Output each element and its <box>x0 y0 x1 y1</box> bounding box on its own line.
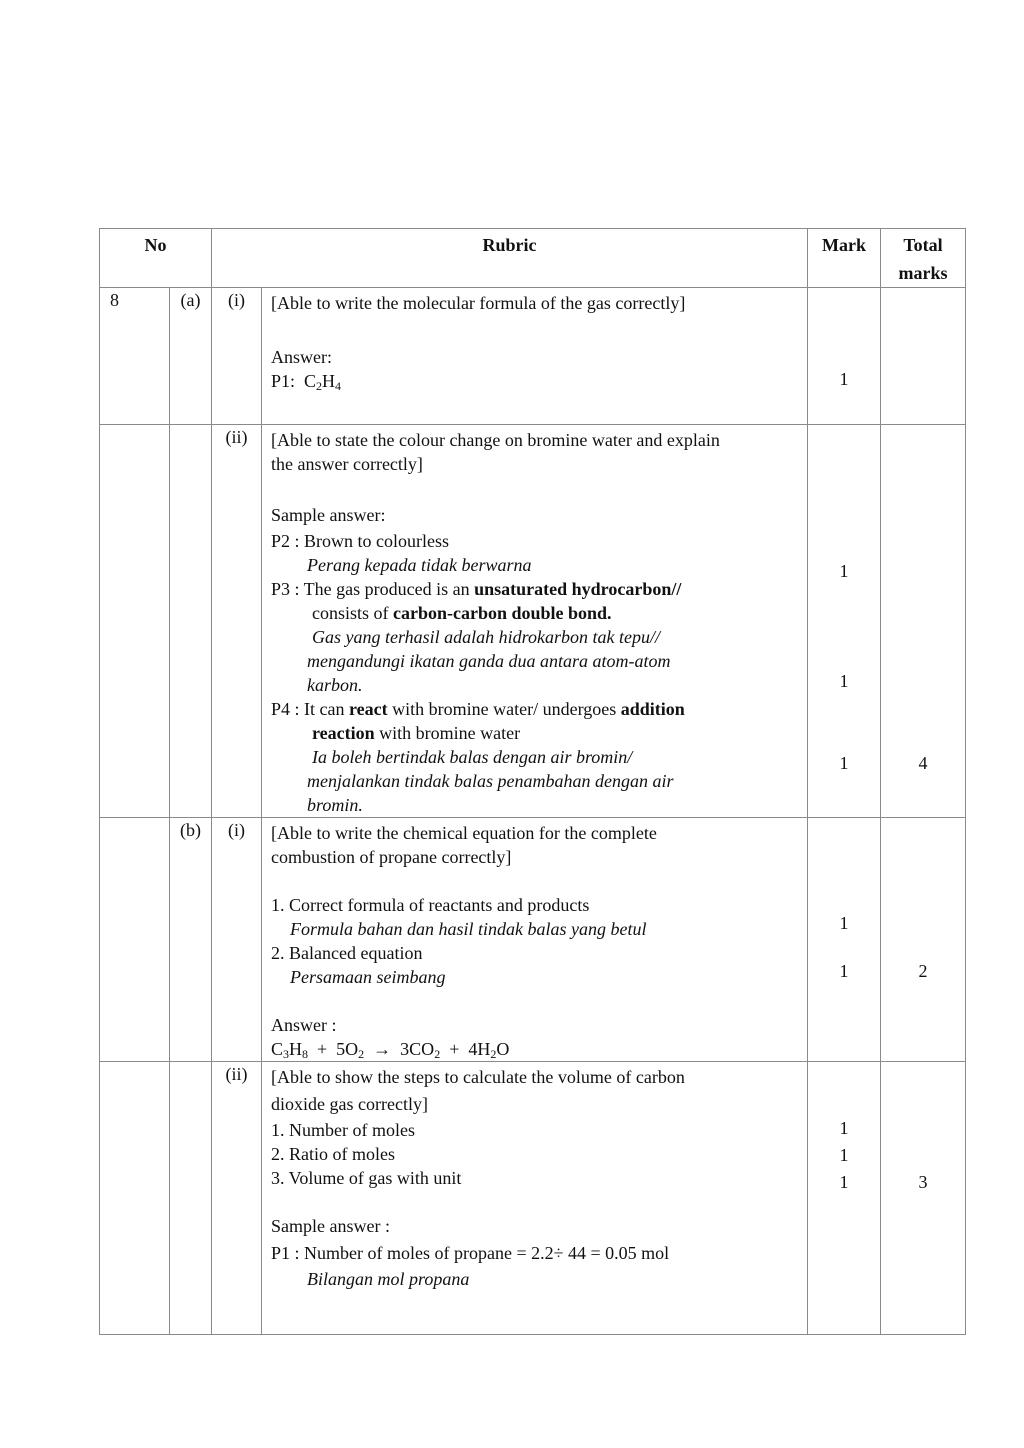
header-mark: Mark <box>808 229 881 288</box>
total-value: 2 <box>918 961 928 981</box>
calculation-p1-malay: Bilangan mol propana <box>307 1269 470 1289</box>
empty-cell <box>100 425 170 818</box>
mark-cell <box>808 288 881 425</box>
mark-cell <box>808 1062 881 1335</box>
subpart-label: (ii) <box>212 425 262 818</box>
table-row <box>100 425 966 818</box>
mark-value: 1 <box>839 1118 849 1138</box>
mark-value: 1 <box>839 753 849 773</box>
part-label: (a) <box>170 288 212 425</box>
mark-cell <box>808 818 881 1062</box>
mark-value: 1 <box>839 1172 849 1192</box>
criteria-text: [Able to write the molecular formula of the gas correctly] <box>271 293 686 313</box>
point-p4-cont: reaction with bromine water <box>312 723 521 743</box>
total-cell <box>881 1062 966 1335</box>
header-no: No <box>100 229 212 288</box>
rubric-cell <box>262 425 808 818</box>
table-row <box>100 288 966 425</box>
total-cell <box>881 288 966 425</box>
mark-value: 1 <box>839 913 849 933</box>
header-total: Total marks <box>881 229 966 288</box>
criterion-item: 2. Balanced equation <box>271 943 423 963</box>
rubric-table <box>99 228 966 1335</box>
criteria-text: [Able to state the colour change on bromine water and explain <box>271 430 720 450</box>
step-item: 1. Number of moles <box>271 1120 415 1140</box>
point-p4-malay: bromin. <box>307 795 363 815</box>
answer-label: Sample answer : <box>271 1216 390 1236</box>
empty-cell <box>170 1062 212 1335</box>
calculation-p1: P1 : Number of moles of propane = 2.2÷ 44 = 0.05 mol <box>271 1243 670 1263</box>
criterion-item-malay: Persamaan seimbang <box>290 967 446 987</box>
mark-cell <box>808 425 881 818</box>
point-p2-malay: Perang kepada tidak berwarna <box>307 555 532 575</box>
point-p4-malay: Ia boleh bertindak balas dengan air bromin/ <box>312 747 633 767</box>
mark-value: 1 <box>839 1145 849 1165</box>
criteria-text: combustion of propane correctly] <box>271 847 512 867</box>
subpart-label: (i) <box>212 818 262 1062</box>
table-row <box>100 818 966 1062</box>
question-number: 8 <box>100 288 170 425</box>
criteria-text: dioxide gas correctly] <box>271 1094 428 1114</box>
mark-value: 1 <box>839 671 849 691</box>
point-p4-malay: menjalankan tindak balas penambahan dengan air <box>307 771 674 791</box>
answer-label: Answer: <box>271 347 332 367</box>
total-value: 3 <box>918 1172 928 1192</box>
point-p3-malay: karbon. <box>307 675 363 695</box>
rubric-cell <box>262 288 808 425</box>
header-rubric: Rubric <box>212 229 808 288</box>
criterion-item-malay: Formula bahan dan hasil tindak balas yang betul <box>290 919 647 939</box>
rubric-cell <box>262 818 808 1062</box>
point-p4: P4 : It can react with bromine water/ undergoes addition <box>271 699 685 719</box>
mark-value: 1 <box>839 369 849 389</box>
point-p3: P3 : The gas produced is an unsaturated hydrocarbon// <box>271 579 682 599</box>
part-label: (b) <box>170 818 212 1062</box>
answer-label: Sample answer: <box>271 505 386 525</box>
empty-cell <box>100 1062 170 1335</box>
point-p3-malay: Gas yang terhasil adalah hidrokarbon tak tepu// <box>312 627 660 647</box>
empty-cell <box>100 818 170 1062</box>
criteria-text: [Able to write the chemical equation for the complete <box>271 823 657 843</box>
criteria-text: [Able to show the steps to calculate the volume of carbon <box>271 1067 685 1087</box>
total-cell <box>881 818 966 1062</box>
mark-value: 1 <box>839 561 849 581</box>
point-p3-malay: mengandungi ikatan ganda dua antara atom-atom <box>307 651 671 671</box>
subpart-label: (ii) <box>212 1062 262 1335</box>
table-row <box>100 1062 966 1335</box>
subpart-label: (i) <box>212 288 262 425</box>
chemical-equation: $C_3H_8 + 5O_2 \to 3CO_2 + 4H_2O$ <box>271 1039 510 1061</box>
step-item: 2. Ratio of moles <box>271 1144 395 1164</box>
header-row <box>100 229 966 288</box>
answer-label: Answer : <box>271 1015 337 1035</box>
criteria-text: the answer correctly] <box>271 454 423 474</box>
point-p2: P2 : Brown to colourless <box>271 531 449 551</box>
empty-cell <box>170 425 212 818</box>
total-value: 4 <box>918 753 928 773</box>
rubric-cell <box>262 1062 808 1335</box>
mark-value: 1 <box>839 961 849 981</box>
step-item: 3. Volume of gas with unit <box>271 1168 462 1188</box>
point-p3-cont: consists of carbon-carbon double bond. <box>312 603 612 623</box>
total-cell <box>881 425 966 818</box>
answer-formula: P1: $C_2H_4$ <box>271 371 342 393</box>
criterion-item: 1. Correct formula of reactants and products <box>271 895 590 915</box>
